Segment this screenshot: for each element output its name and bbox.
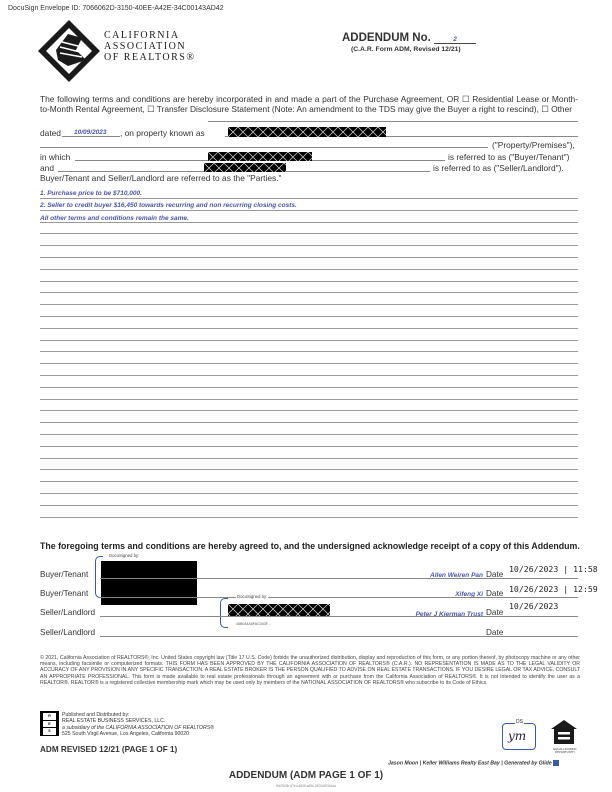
- date-line-1[interactable]: [508, 578, 578, 579]
- addendum-title: [342, 32, 476, 44]
- glide-icon: [553, 760, 559, 766]
- equal-housing-label: EQUAL HOUSING OPPORTUNITY: [553, 747, 577, 754]
- ruled-line: [40, 281, 578, 282]
- publisher-line: a subsidiary of the CALIFORNIA ASSOCIATION OF REALTORS®: [62, 724, 215, 731]
- and-label: and: [40, 163, 54, 173]
- ruled-line: [40, 340, 578, 341]
- term-line: 2. Seller to credit buyer $16,450 towards recurring and non recurring closing costs.: [40, 202, 297, 209]
- buyer-label-2: Buyer/Tenant: [40, 589, 89, 598]
- ruled-line: [40, 257, 578, 258]
- res-letter: S: [43, 728, 56, 735]
- res-letter: R: [43, 713, 56, 720]
- docusigned-by-label: DocuSigned by:: [109, 553, 140, 558]
- ruled-line: [40, 233, 578, 234]
- ruled-line: [40, 304, 578, 305]
- other-line[interactable]: [208, 121, 578, 122]
- ruled-line: [40, 422, 578, 423]
- ruled-line: [40, 399, 578, 400]
- car-logo-text: [104, 30, 195, 63]
- dated-label: dated: [40, 128, 61, 138]
- property-label: , on property known as: [120, 128, 205, 138]
- envelope-id: DocuSign Envelope ID: 7066062D-3150-40EE-A42E-34C00143AD42: [8, 5, 224, 12]
- publisher-line: REAL ESTATE BUSINESS SERVICES, LLC.: [62, 718, 166, 725]
- date-line-4[interactable]: [508, 636, 578, 637]
- ruled-line: [40, 222, 578, 223]
- seller-label-1: Seller/Landlord: [40, 608, 96, 617]
- date-label-3: Date: [486, 608, 504, 617]
- logo-line-2: ASSOCIATION: [104, 41, 187, 52]
- property-line-2[interactable]: [40, 147, 488, 148]
- buyer-name-2: Xifeng Xi: [455, 591, 483, 598]
- buyer-suffix: is referred to as ("Buyer/Tenant"): [448, 152, 570, 162]
- logo-line-1: CALIFORNIA: [104, 30, 180, 41]
- publisher-line: Published and Distributed by:: [62, 712, 130, 718]
- seller-label-2: Seller/Landlord: [40, 628, 96, 637]
- car-logo-icon: [38, 20, 100, 82]
- copyright-legal-text: © 2021, California Association of REALTORS®, Inc. United States copyright law (Title 17 U.S. Code) forbids the unauthorized distribution, display and reproduction of this form, or any portion thereof, by photocopy machine or any other means, including facsimile or computerized formats. THIS FORM HAS BEEN APPROVED BY THE CALIFORNIA ASSOCIATION OF REALTORS® (C.A.R.). NO REPRESENTATION IS MADE AS TO THE LEGAL VALIDITY OR ACCURACY OF ANY PROVISION IN ANY SPECIFIC TRANSACTION. A REAL ESTATE BROKER IS THE PERSON QUALIFIED TO ADVISE ON REAL ESTATE TRANSACTIONS. IF YOU DESIRE LEGAL OR TAX ADVICE, CONSULT AN APPROPRIATE PROFESSIONAL. This form is made available to real estate professionals through an agreement with or purchase from the California Association of REALTORS®. It is not intended to identify the user as a REALTOR®. REALTOR® is a registered collective membership mark which may be used only by members of the NATIONAL ASSOCIATION OF REALTORS® who subscribe to its Code of Ethics.: [40, 655, 580, 686]
- ruled-line: [40, 269, 578, 270]
- dated-line[interactable]: [62, 136, 120, 137]
- buyer-label-1: Buyer/Tenant: [40, 570, 89, 579]
- form-subtitle: (C.A.R. Form ADM, Revised 12/21): [351, 46, 461, 53]
- seller-suffix: is referred to as ("Seller/Landlord").: [433, 163, 564, 173]
- date-value-1: 10/26/2023 | 11:58: [509, 564, 598, 574]
- ruled-line: [40, 363, 578, 364]
- ruled-line: [40, 481, 578, 482]
- date-label-1: Date: [486, 570, 504, 579]
- redaction-hatch-icon: [204, 163, 286, 172]
- date-label-2: Date: [486, 589, 504, 598]
- term-line: All other terms and conditions remain the same.: [40, 215, 189, 222]
- docusigned-by-label: DocuSigned by:: [237, 594, 268, 599]
- ruled-line: [40, 410, 578, 411]
- redacted-buyer: [208, 152, 312, 161]
- date-line-3[interactable]: [508, 616, 578, 617]
- logo-line-3: OF REALTORS®: [104, 52, 196, 63]
- ruled-line: [40, 316, 578, 317]
- dated-value: 10/09/2023: [74, 129, 107, 136]
- addendum-number[interactable]: 2: [434, 36, 476, 44]
- seller-signature-line-2[interactable]: [100, 636, 512, 637]
- ruled-line: [40, 351, 578, 352]
- ruled-line: [40, 210, 578, 211]
- addendum-title-text: ADDENDUM No.: [342, 32, 431, 44]
- in-which-label: in which: [40, 152, 71, 162]
- date-value-3: 10/26/2023: [509, 601, 559, 611]
- date-value-2: 10/26/2023 | 12:59: [509, 584, 598, 594]
- docusign-bracket: [220, 598, 228, 628]
- ruled-line: [40, 493, 578, 494]
- initials-box[interactable]: [502, 719, 536, 750]
- ruled-line: [40, 375, 578, 376]
- res-logo-icon: [40, 711, 59, 736]
- footer-title: ADDENDUM (ADM PAGE 1 OF 1): [228, 770, 384, 781]
- redacted-seller: [204, 163, 286, 172]
- ruled-line: [40, 292, 578, 293]
- ruled-line: [40, 387, 578, 388]
- footer-hash: f6b7903b-67ea-4895-a89b-2870c953d1aa: [276, 784, 336, 788]
- generated-by: [388, 760, 559, 766]
- generated-by-text: Jason Moon | Keller Williams Realty East Bay | Generated by Glide: [388, 760, 552, 767]
- redaction-hatch-icon: [208, 152, 312, 161]
- ruled-line: [40, 458, 578, 459]
- date-line-2[interactable]: [508, 597, 578, 598]
- ruled-line: [40, 434, 578, 435]
- ruled-line: [40, 245, 578, 246]
- ruled-line: [40, 446, 578, 447]
- property-suffix: ("Property/Premises"),: [492, 140, 575, 150]
- redaction-hatch-icon: [228, 127, 386, 137]
- revision-label: ADM REVISED 12/21 (PAGE 1 OF 1): [40, 745, 178, 754]
- initials-value: ym: [508, 729, 527, 743]
- term-line: 1. Purchase price to be $710,000.: [40, 190, 142, 197]
- res-letter: E: [43, 721, 56, 728]
- initials-tag: DS: [516, 719, 523, 725]
- publisher-info: [62, 712, 214, 737]
- publisher-line: 525 South Virgil Avenue, Los Angeles, California 90020: [62, 730, 189, 737]
- intro-paragraph: The following terms and conditions are hereby incorporated in and made a part of the Purchase Agreement, OR ☐ Residential Lease or Month-to-Month Rental Agreement, ☐ Transfer Disclosure Statement (Note: An amendment to the TDS may give the Buyer a right to rescind), ☐ Other: [40, 94, 578, 115]
- buyer-name-1: Allen Weiren Pan: [430, 572, 483, 579]
- parties-text: Buyer/Tenant and Seller/Landlord are referred to as the "Parties.": [40, 173, 282, 183]
- ruled-line: [40, 328, 578, 329]
- seller-signature-id: 45B044A6FAC043F...: [236, 622, 271, 626]
- redacted-buyer-signature: [101, 561, 197, 605]
- redacted-property: [228, 127, 386, 137]
- date-label-4: Date: [486, 628, 504, 637]
- ruled-line: [40, 469, 578, 470]
- seller-name-1: Peter J Kierman Trust: [415, 611, 483, 618]
- ruled-line: [40, 517, 578, 518]
- agreement-statement: The foregoing terms and conditions are hereby agreed to, and the undersigned acknowledge receipt of a copy of this Addendum.: [40, 541, 580, 551]
- ruled-line: [40, 505, 578, 506]
- ruled-line: [40, 198, 578, 199]
